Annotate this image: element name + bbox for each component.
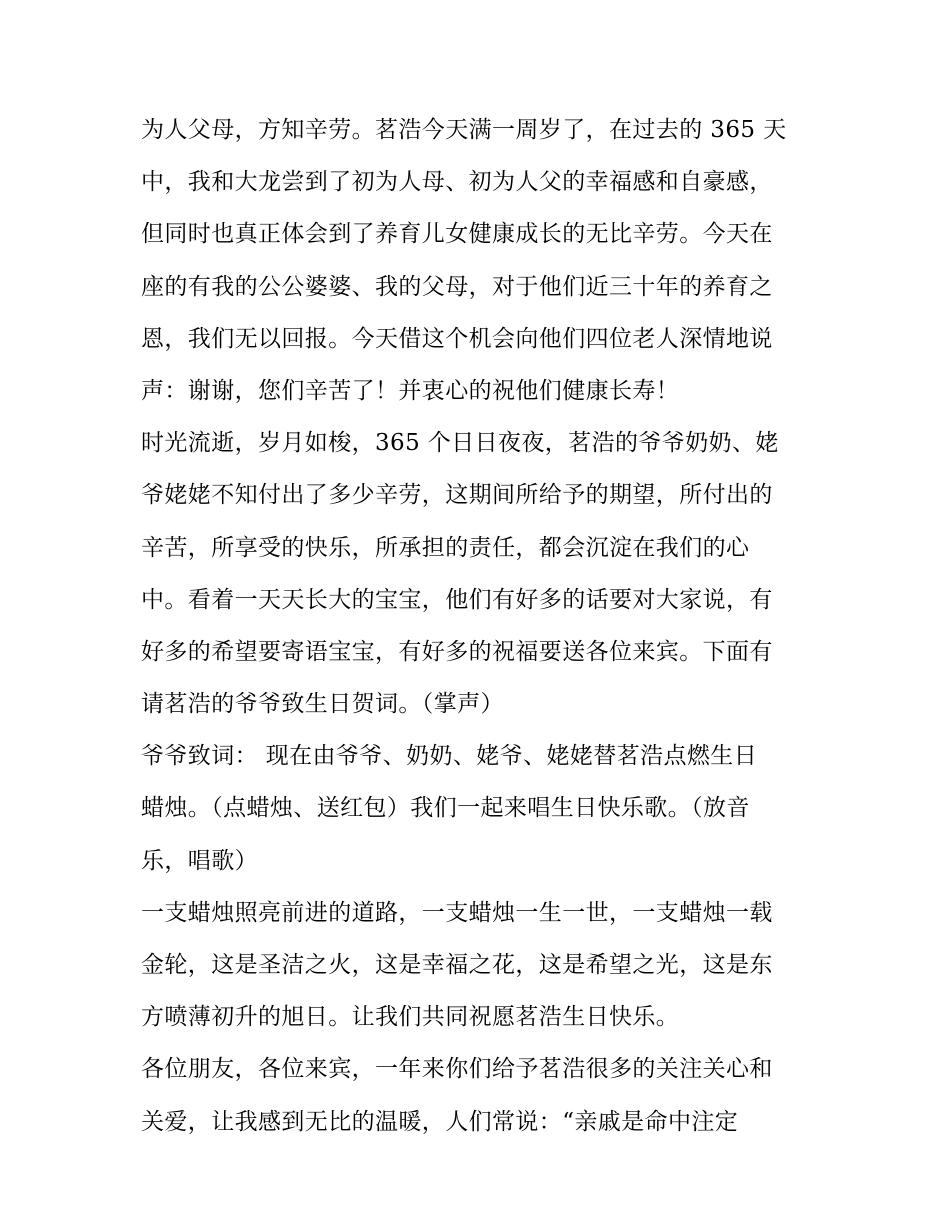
text-line: 方喷薄初升的旭日。让我们共同祝愿茗浩生日快乐。 — [141, 1004, 680, 1031]
text-line: 为人父母，方知辛劳。茗浩今天满一周岁了，在过去的 365 天 — [141, 117, 787, 143]
text-line: 中。看着一天天长大的宝宝，他们有好多的话要对大家说，有 — [141, 586, 773, 613]
text-line: 关爱，让我感到无比的温暖，人们常说：“亲戚是命中注定 — [141, 1108, 739, 1135]
text-line: 金轮，这是圣洁之火，这是幸福之花，这是希望之光，这是东 — [141, 952, 773, 978]
text-line: 辛苦，所享受的快乐，所承担的责任，都会沉淀在我们的心 — [141, 534, 750, 561]
text-line: 一支蜡烛照亮前进的道路，一支蜡烛一生一世，一支蜡烛一载 — [141, 899, 773, 926]
text-line: 蜡烛。（点蜡烛、送红包）我们一起来唱生日快乐歌。（放音 — [141, 795, 750, 822]
text-line: 中，我和大龙尝到了初为人母、初为人父的幸福感和自豪感， — [141, 169, 773, 196]
text-line: 乐，唱歌） — [141, 847, 258, 874]
text-line: 但同时也真正体会到了养育儿女健康成长的无比辛劳。今天在 — [141, 221, 773, 248]
text-line: 座的有我的公公婆婆、我的父母，对于他们近三十年的养育之 — [141, 273, 773, 300]
text-line: 时光流逝，岁月如梭，365 个日日夜夜，茗浩的爷爷奶奶、姥 — [141, 430, 779, 457]
text-line: 各位朋友，各位来宾，一年来你们给予茗浩很多的关注关心和 — [141, 1056, 773, 1083]
text-line: 爷姥姥不知付出了多少辛劳，这期间所给予的期望，所付出的 — [141, 482, 773, 509]
text-line: 请茗浩的爷爷致生日贺词。（掌声） — [141, 691, 504, 718]
text-line: 声：谢谢，您们辛苦了！并衷心的祝他们健康长寿！ — [141, 377, 680, 404]
text-line: 好多的希望要寄语宝宝，有好多的祝福要送各位来宾。下面有 — [141, 638, 773, 665]
text-line: 爷爷致词： 现在由爷爷、奶奶、姥爷、姥姥替茗浩点燃生日 — [141, 743, 758, 770]
text-line: 恩，我们无以回报。今天借这个机会向他们四位老人深情地说 — [141, 325, 773, 352]
document-body — [141, 104, 821, 1148]
